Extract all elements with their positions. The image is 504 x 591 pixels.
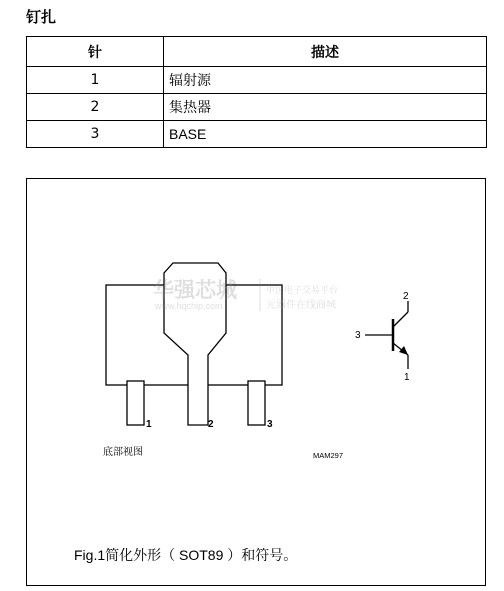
symbol-collector-pin: 2	[403, 291, 409, 302]
symbol-base-pin: 3	[355, 330, 361, 341]
pinning-table	[26, 36, 487, 148]
symbol-emitter-pin: 1	[404, 372, 410, 383]
pin-number: 3	[27, 121, 164, 148]
watermark	[153, 278, 338, 311]
pin-description: 辐射源	[164, 67, 487, 94]
table-row	[27, 94, 487, 121]
lead-1	[127, 381, 144, 425]
pin-description: BASE	[164, 121, 487, 148]
table-row	[27, 121, 487, 148]
watermark-line1: 中国电子交易平台	[266, 285, 339, 295]
watermark-logo: 华强芯城	[153, 279, 237, 302]
watermark-url: www.hqchip.com	[155, 301, 223, 311]
collector-branch	[393, 312, 408, 327]
package-pin-label: 1	[146, 419, 152, 430]
lead-3	[248, 381, 265, 425]
watermark-line2: 元器件在线商城	[266, 300, 336, 311]
figure-caption: Fig.1简化外形（ SOT89 ）和符号。	[74, 547, 298, 563]
npn-transistor-symbol	[355, 291, 410, 383]
figure-frame	[26, 178, 486, 586]
package-pin-label: 3	[267, 419, 273, 430]
table-header-row	[27, 37, 487, 67]
pin-number: 2	[27, 94, 164, 121]
section-title: 钉扎	[26, 8, 57, 26]
pin-number: 1	[27, 67, 164, 94]
header-description: 描述	[164, 37, 487, 67]
code-label: MAM297	[313, 451, 344, 460]
header-pin: 针	[27, 37, 164, 67]
view-label: 底部视图	[103, 447, 143, 458]
pin-description: 集热器	[164, 94, 487, 121]
package-pin-label: 2	[208, 419, 214, 430]
package-diagram	[27, 179, 487, 587]
table-row	[27, 67, 487, 94]
emitter-arrow-icon	[399, 346, 408, 355]
